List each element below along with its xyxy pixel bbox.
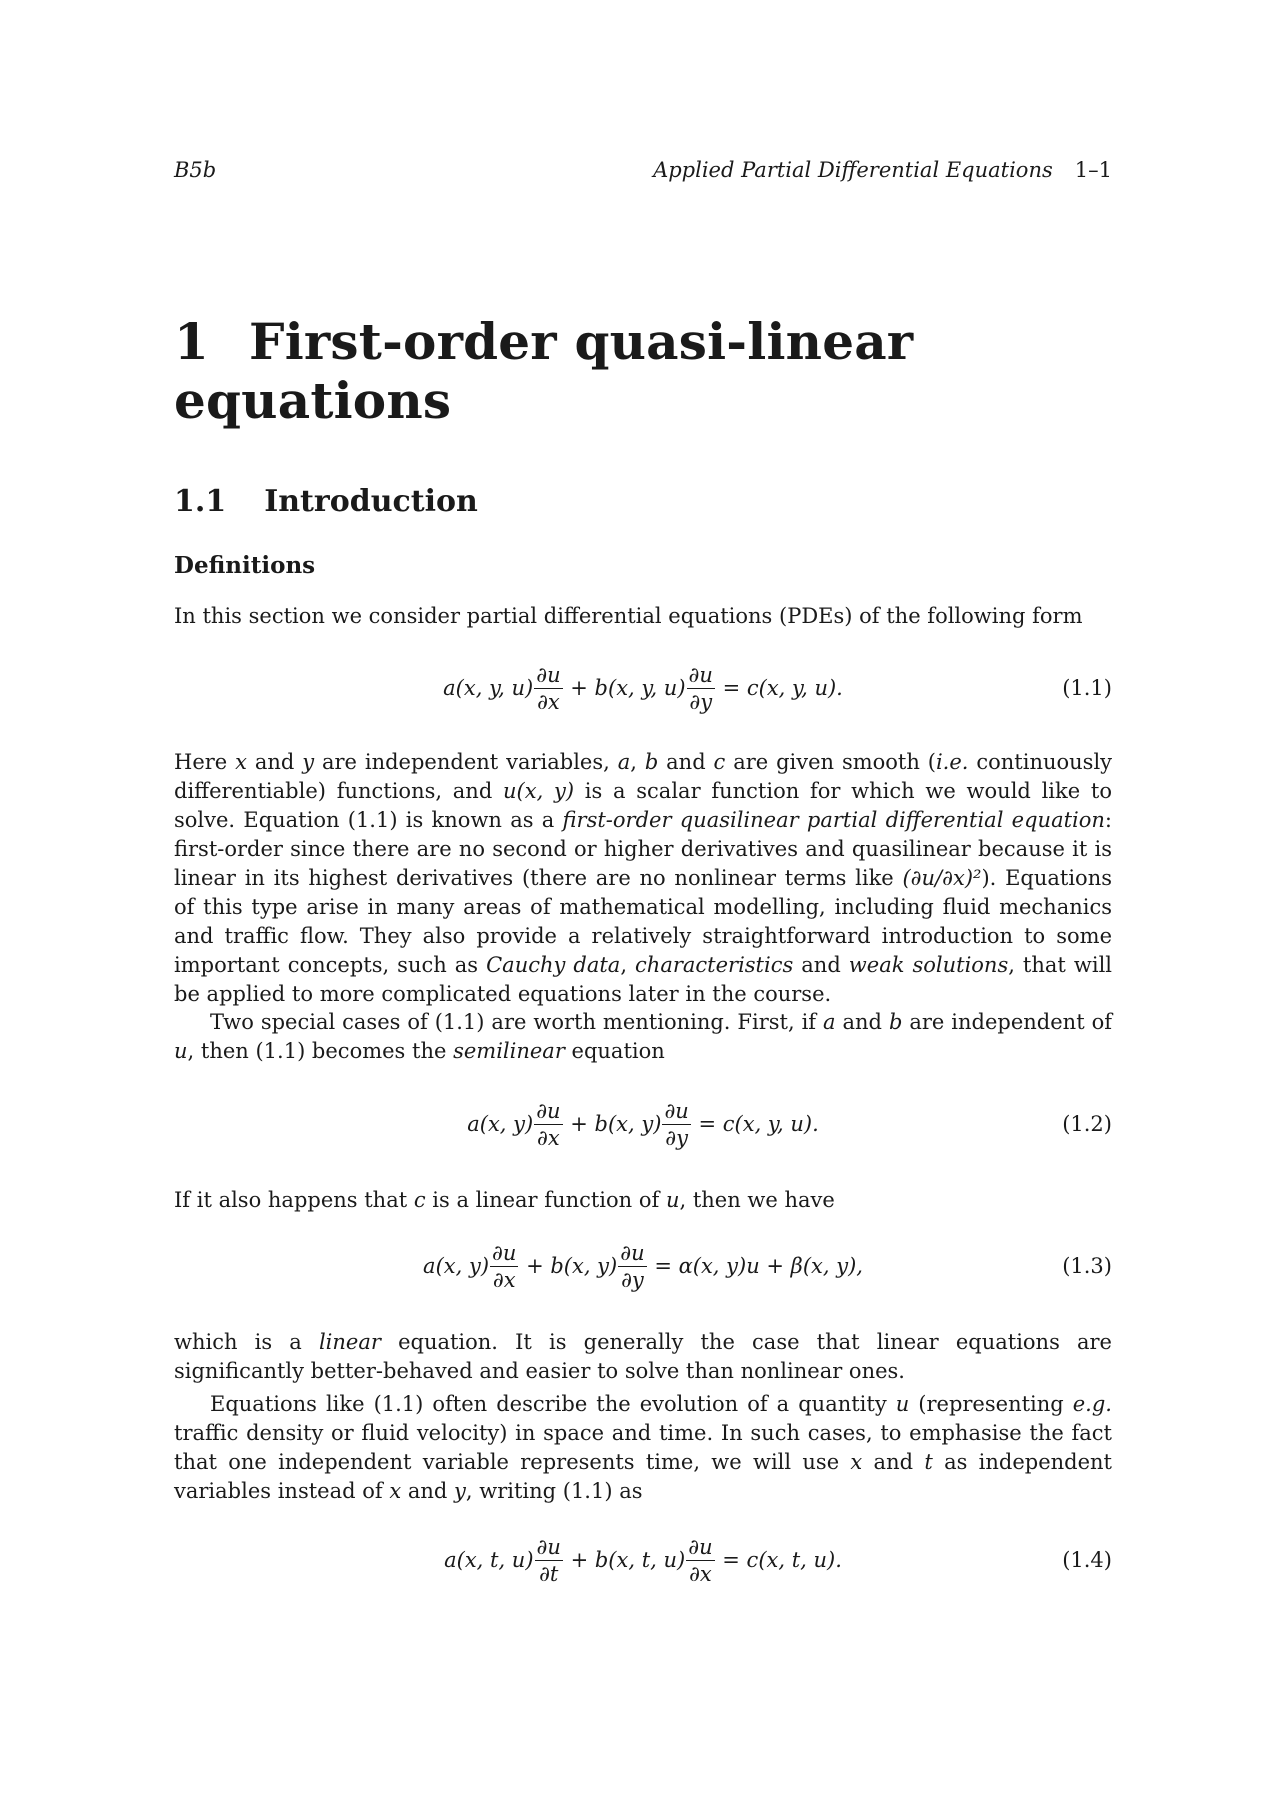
fraction	[618, 1241, 646, 1292]
section-title	[174, 484, 1112, 519]
page-number: 1–1	[1074, 158, 1112, 182]
math-symbol: u	[895, 1392, 910, 1416]
text: ,	[620, 953, 636, 977]
text: and	[835, 1010, 889, 1034]
math-symbol: c	[413, 1188, 426, 1212]
math-expression: u(x, y)	[503, 779, 575, 803]
equation-number: (1.4)	[1062, 1548, 1112, 1572]
text: and	[793, 953, 849, 977]
text: is a scalar function for which we would like to solve. Equation (1.1) is known as a	[174, 779, 1112, 832]
running-header	[174, 158, 1112, 182]
fraction-denominator: ∂y	[621, 1267, 644, 1292]
text: If it also happens that	[174, 1188, 414, 1212]
equation-number: (1.2)	[1062, 1112, 1112, 1136]
paragraph	[174, 1186, 1112, 1215]
equation-term: + b(x, y)	[519, 1254, 618, 1278]
fraction-numerator: ∂u	[620, 1240, 645, 1265]
equation-term: = α(x, y)u + β(x, y),	[647, 1254, 863, 1278]
fraction-denominator: ∂y	[665, 1125, 688, 1150]
fraction	[534, 663, 562, 714]
text: as independent variables instead of	[174, 1450, 1112, 1503]
text: traffic density or fluid velocity) in space and time. In such cases, to emphasise the fact that one independent variable represents time, we will use	[174, 1421, 1112, 1474]
math-symbol: a	[823, 1010, 836, 1034]
fraction-numerator: ∂u	[536, 1098, 561, 1123]
text: (representing	[909, 1392, 1073, 1416]
text: , that will be applied to more complicated equations later in the course.	[174, 953, 1113, 1006]
text: , writing (1.1) as	[465, 1479, 643, 1503]
equation-body	[174, 1094, 1112, 1154]
fraction-numerator: ∂u	[492, 1240, 517, 1265]
text: are independent variables,	[314, 750, 618, 774]
fraction-numerator: ∂u	[688, 1534, 713, 1559]
equation-term: a(x, y)	[467, 1112, 534, 1136]
text: and	[246, 750, 303, 774]
subsection-heading: Definitions	[174, 552, 316, 579]
fraction-numerator: ∂u	[536, 1534, 561, 1559]
fraction-denominator: ∂x	[689, 1561, 712, 1586]
math-symbol: a	[617, 750, 631, 774]
math-symbol: u	[174, 1039, 188, 1063]
paragraph	[174, 1008, 1112, 1066]
intro-paragraph: In this section we consider partial differential equations (PDEs) of the following form	[174, 604, 1083, 628]
text: , then (1.1) becomes the	[187, 1039, 454, 1063]
fraction	[490, 1241, 518, 1292]
fraction-denominator: ∂t	[539, 1561, 559, 1586]
text: and	[401, 1479, 454, 1503]
text: ,	[630, 750, 645, 774]
equation-1-2	[174, 1094, 1112, 1154]
math-symbol: b	[888, 1010, 903, 1034]
emphasis: e.g.	[1072, 1392, 1112, 1416]
emphasis: weak solutions	[848, 953, 1009, 977]
fraction-numerator: ∂u	[536, 662, 561, 687]
text: Two special cases of (1.1) are worth mentioning. First, if	[210, 1010, 824, 1034]
text: are given smooth (	[725, 750, 936, 774]
text: equation	[564, 1039, 665, 1063]
math-symbol: x	[850, 1450, 863, 1474]
math-symbol: y	[302, 750, 315, 774]
fraction-denominator: ∂x	[537, 1125, 560, 1150]
equation-term: a(x, y)	[423, 1254, 490, 1278]
section-title-text: Introduction	[264, 484, 478, 519]
equation-body	[174, 1236, 1112, 1296]
fraction-numerator: ∂u	[664, 1098, 689, 1123]
chapter-number: 1	[174, 312, 209, 371]
fraction	[662, 1099, 690, 1150]
fraction-denominator: ∂y	[689, 689, 713, 714]
fraction	[686, 1535, 714, 1586]
header-title: Applied Partial Differential Equations	[653, 158, 1053, 182]
equation-1-1	[174, 658, 1112, 718]
equation-term: a(x, t, u)	[444, 1548, 534, 1572]
text: : first-order since there are no second or higher derivatives and quasilinear because it is linear in its highest derivatives (there are no nonlinear terms like	[174, 808, 1112, 890]
text: are independent of	[902, 1010, 1112, 1034]
header-right	[653, 158, 1112, 182]
equation-1-3	[174, 1236, 1112, 1296]
text: equation. It is generally the case that linear equations are significantly better-behaved and easier to solve than nonlinear ones.	[174, 1330, 1112, 1383]
text: Here	[174, 750, 236, 774]
fraction-numerator: ∂u	[688, 662, 713, 687]
equation-term: = c(x, y, u).	[715, 676, 843, 700]
emphasis: linear	[318, 1330, 381, 1354]
equation-body	[174, 658, 1112, 718]
text: , then we have	[679, 1188, 835, 1212]
math-symbol: t	[924, 1450, 933, 1474]
emphasis: Cauchy data	[486, 953, 621, 977]
chapter-title-text: First-order quasi-linear equations	[174, 312, 914, 430]
math-symbol: c	[713, 750, 726, 774]
paragraph	[174, 1328, 1112, 1386]
emphasis: i.e.	[935, 750, 969, 774]
math-symbol: y	[454, 1479, 466, 1503]
fraction	[687, 663, 715, 714]
fraction	[534, 1099, 562, 1150]
fraction-denominator: ∂x	[492, 1267, 516, 1292]
text: is a linear function of	[425, 1188, 666, 1212]
section-number: 1.1	[174, 484, 227, 519]
equation-term: + b(x, y)	[563, 1112, 662, 1136]
paragraph	[174, 748, 1112, 1009]
text: continuously differentiable) functions, and	[174, 750, 1113, 803]
fraction	[535, 1535, 563, 1586]
equation-term: a(x, y, u)	[443, 676, 534, 700]
text: Equations like (1.1) often describe the evolution of a quantity	[210, 1392, 896, 1416]
math-expression: (∂u/∂x)²	[902, 866, 982, 890]
header-course-code: B5b	[174, 158, 217, 182]
math-symbol: b	[644, 750, 659, 774]
equation-number: (1.3)	[1062, 1254, 1112, 1278]
equation-number: (1.1)	[1062, 676, 1112, 700]
paragraph	[174, 1390, 1112, 1506]
math-symbol: u	[665, 1188, 680, 1212]
emphasis: semilinear	[453, 1039, 565, 1063]
math-symbol: x	[389, 1479, 402, 1503]
equation-term: = c(x, y, u).	[691, 1112, 819, 1136]
emphasis: first-order quasilinear partial differential equation	[562, 808, 1105, 832]
chapter-title	[174, 312, 1112, 430]
math-symbol: x	[235, 750, 247, 774]
text: which is a	[174, 1330, 319, 1354]
equation-term: + b(x, t, u)	[563, 1548, 686, 1572]
fraction-denominator: ∂x	[537, 689, 560, 714]
text: and	[862, 1450, 925, 1474]
emphasis: characteristics	[635, 953, 794, 977]
equation-body	[174, 1530, 1112, 1590]
equation-term: = c(x, t, u).	[715, 1548, 842, 1572]
text: and	[658, 750, 714, 774]
text: ). Equations of this type arise in many areas of mathematical modelling, including fluid mechanics and traffic flow. They also provide a relatively straightforward introduction to some important concepts, such as	[174, 866, 1112, 977]
equation-term: + b(x, y, u)	[563, 676, 686, 700]
equation-1-4	[174, 1530, 1112, 1590]
